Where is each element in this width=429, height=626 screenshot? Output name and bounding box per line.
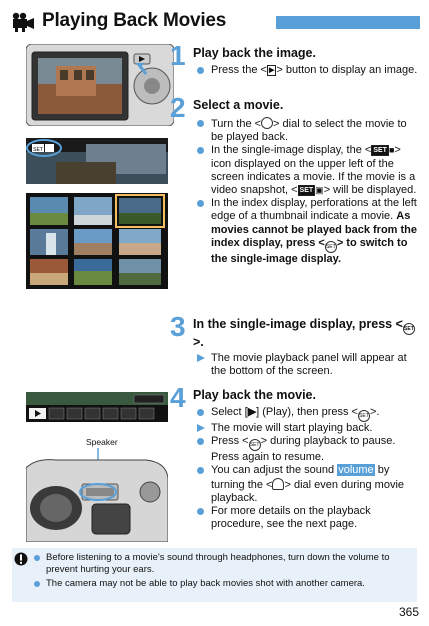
step-3-list — [193, 352, 419, 378]
list-item: The movie will start playing back. — [193, 422, 419, 435]
step-number-1: 1 — [170, 40, 186, 71]
camera-lcd-illustration — [26, 44, 174, 126]
list-item: The movie playback panel will appear at the bottom of the screen. — [193, 352, 419, 378]
caution-list — [32, 552, 412, 592]
video-snapshot-icon: ▣ — [315, 185, 324, 196]
set-button-icon: SET — [325, 241, 337, 253]
playback-button-icon: ▶ — [268, 67, 275, 74]
step-title-3: In the single-image display, press <SET>. — [193, 317, 414, 349]
caution-icon — [14, 552, 28, 566]
list-item: Press the < ▶ > button to display an image. — [193, 64, 419, 77]
set-snapshot-icon: SET — [299, 187, 314, 195]
step-number-4: 4 — [170, 382, 186, 413]
movie-camera-icon — [10, 12, 36, 32]
step-title-4: Play back the movie. — [193, 388, 316, 402]
step-title-1: Play back the image. — [193, 46, 316, 60]
set-button-icon: SET — [358, 410, 370, 422]
step-4-list — [193, 406, 419, 531]
set-button-icon: SET — [249, 439, 261, 451]
page-header — [8, 10, 420, 36]
quick-control-dial-icon — [261, 117, 273, 129]
speaker-label: Speaker — [86, 437, 118, 447]
list-item: Select [▶] (Play), then press <SET>. — [193, 406, 419, 422]
set-movie-icon: SET — [373, 147, 387, 155]
play-icon: ▶ — [247, 406, 257, 418]
step-title-2: Select a movie. — [193, 98, 284, 112]
camera-top-illustration — [26, 448, 168, 542]
svg-text:SET: SET — [33, 147, 43, 153]
movie-icon: ■ — [388, 145, 395, 156]
step-number-3: 3 — [170, 311, 186, 342]
list-item: Press <SET> during playback to pause. Press again to resume. — [193, 435, 419, 464]
step-1-list — [193, 64, 419, 77]
step-number-2: 2 — [170, 92, 186, 123]
single-image-display — [26, 138, 168, 184]
list-item: Turn the < > dial to select the movie to be played back. — [193, 117, 419, 144]
caution-box — [12, 548, 417, 602]
list-item: For more details on the playback procedure, see the next page. — [193, 505, 419, 531]
header-accent-bar — [276, 16, 420, 29]
set-button-icon: SET — [403, 323, 415, 335]
main-dial-icon — [272, 478, 284, 490]
highlighted-word: volume — [338, 464, 374, 477]
list-item: The camera may not be able to play back movies shot with another camera. — [32, 578, 412, 590]
step-2-list — [193, 117, 419, 266]
list-item: In the single-image display, the < SET ■> icon displayed on the upper left of the screen indicates a movie. If the movie is a video snapshot, < SET ▣> will be displayed. — [193, 144, 419, 197]
movie-playback-panel — [26, 392, 168, 422]
page-number: 365 — [398, 605, 419, 619]
page-title: Playing Back Movies — [42, 10, 227, 31]
list-item: Before listening to a movie's sound through headphones, turn down the volume to prevent hurting your ears. — [32, 552, 412, 576]
list-item: You can adjust the sound volume by turning the < > dial even during movie playback. — [193, 464, 419, 505]
index-display — [26, 193, 168, 289]
list-item: In the index display, perforations at the left edge of a thumbnail indicate a movie. As movies cannot be played back from the index display, press <SET> to switch to the single-image display. — [193, 197, 419, 266]
